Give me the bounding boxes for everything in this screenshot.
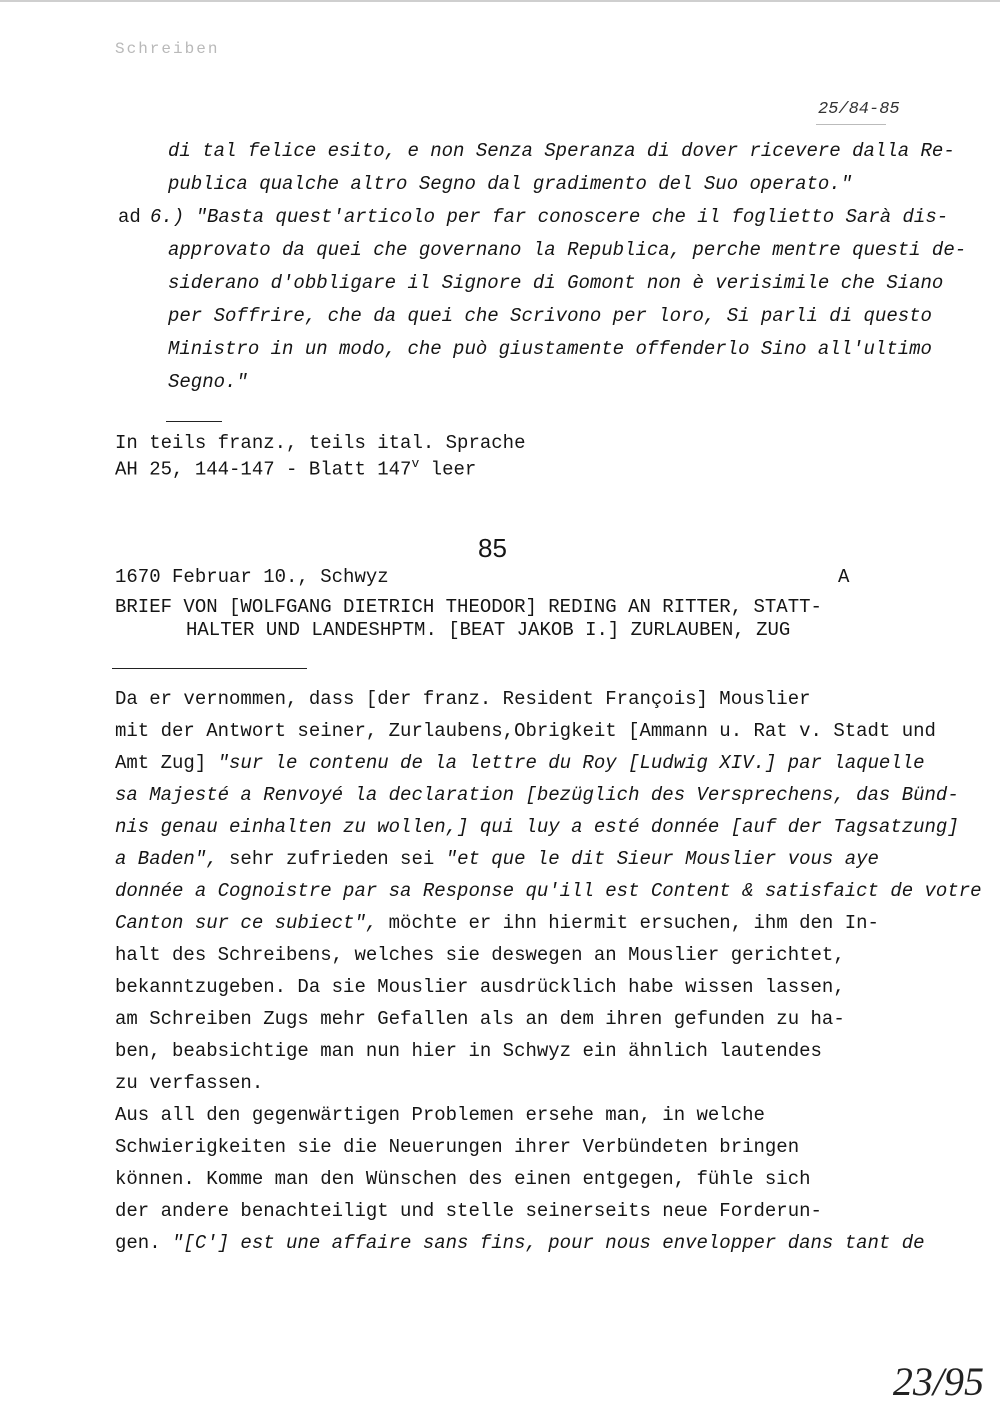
body-line-18-quote: "[C'] est une affaire sans fins, pour nous envelopper dans tant de — [172, 1232, 925, 1254]
body-line-11: am Schreiben Zugs mehr Gefallen als an dem ihren gefunden zu ha- — [115, 1008, 845, 1030]
body-line-3-quote: "sur le contenu de la lettre du Roy [Ludwig XIV.] par laquelle — [217, 752, 925, 774]
italian-line-8: Segno." — [168, 371, 248, 393]
page-reference-underline — [816, 124, 886, 125]
body-line-4: sa Majesté a Renvoyé la declaration [bezüglich des Versprechens, das Bünd- — [115, 784, 959, 806]
archive-reference-main: AH 25, 144-147 - Blatt 147 — [115, 458, 412, 481]
title-rule — [112, 668, 307, 669]
ad-label: ad — [118, 206, 141, 228]
document-title-line-1: BRIEF VON [WOLFGANG DIETRICH THEODOR] REDING AN RITTER, STATT- — [115, 596, 822, 618]
body-line-1: Da er vernommen, dass [der franz. Resident François] Mouslier — [115, 688, 811, 710]
body-line-8 — [115, 912, 879, 934]
body-line-7: donnée a Cognoistre par sa Response qu'ill est Content & satisfaict de votre — [115, 880, 982, 902]
body-line-6-a: a Baden", — [115, 848, 218, 870]
italian-line-2: publica qualche altro Segno dal gradimento del Suo operato." — [168, 173, 853, 195]
document-title-line-2: HALTER UND LANDESHPTM. [BEAT JAKOB I.] ZURLAUBEN, ZUG — [186, 619, 791, 641]
body-line-8-quote: Canton sur ce subiect", — [115, 912, 378, 934]
body-line-12: ben, beabsichtige man nun hier in Schwyz ein ähnlich lautendes — [115, 1040, 822, 1062]
body-line-13: zu verfassen. — [115, 1072, 264, 1094]
body-line-6-quote: "et que le dit Sieur Mouslier vous aye — [445, 848, 879, 870]
type-marker: A — [838, 566, 850, 588]
archive-reference-tail: leer — [419, 458, 477, 481]
scan-top-edge — [0, 0, 1000, 2]
footnote-rule — [166, 421, 222, 422]
italian-line-3: 6.) "Basta quest'articolo per far conoscere che il foglietto Sarà dis- — [150, 206, 949, 228]
body-line-15: Schwierigkeiten sie die Neuerungen ihrer Verbündeten bringen — [115, 1136, 800, 1158]
faint-stamp-text: Schreiben — [115, 40, 220, 58]
archive-reference — [115, 456, 476, 480]
italian-line-1: di tal felice esito, e non Senza Speranza di dover ricevere dalla Re- — [168, 140, 955, 162]
body-line-8-b: möchte er ihn hiermit ersuchen, ihm den In- — [377, 912, 879, 934]
italian-line-7: Ministro in un modo, che può giustamente offenderlo Sino all'ultimo — [168, 338, 932, 360]
body-line-10: bekanntzugeben. Da sie Mouslier ausdrücklich habe wissen lassen, — [115, 976, 845, 998]
handwritten-page-number: 23/95 — [892, 1359, 984, 1404]
body-line-16: können. Komme man den Wünschen des einen entgegen, fühle sich — [115, 1168, 811, 1190]
page-reference: 25/84-85 — [818, 100, 900, 119]
body-line-14: Aus all den gegenwärtigen Problemen ersehe man, in welche — [115, 1104, 765, 1126]
language-note: In teils franz., teils ital. Sprache — [115, 432, 526, 454]
italian-line-6: per Soffrire, che da quei che Scrivono per loro, Si parli di questo — [168, 305, 932, 327]
body-line-5: nis genau einhalten zu wollen,] qui luy a esté donnée [auf der Tagsatzung] — [115, 816, 959, 838]
date-place: 1670 Februar 10., Schwyz — [115, 566, 389, 588]
italian-line-5: siderano d'obbligare il Signore di Gomont non è verisimile che Siano — [168, 272, 944, 294]
body-line-3-a: Amt Zug] — [115, 752, 218, 774]
body-line-18 — [115, 1232, 925, 1254]
body-line-2: mit der Antwort seiner, Zurlaubens,Obrigkeit [Ammann u. Rat v. Stadt und — [115, 720, 936, 742]
document-number: 85 — [478, 533, 507, 563]
body-line-6-b: sehr zufrieden sei — [217, 848, 446, 870]
italian-line-4: approvato da quei che governano la Republica, perche mentre questi de- — [168, 239, 967, 261]
body-line-3 — [115, 752, 925, 774]
body-line-6 — [115, 848, 879, 870]
body-line-18-a: gen. — [115, 1232, 173, 1254]
verso-superscript: v — [411, 456, 420, 471]
body-line-17: der andere benachteiligt und stelle seinerseits neue Forderun- — [115, 1200, 822, 1222]
body-line-9: halt des Schreibens, welches sie deswegen an Mouslier gerichtet, — [115, 944, 845, 966]
